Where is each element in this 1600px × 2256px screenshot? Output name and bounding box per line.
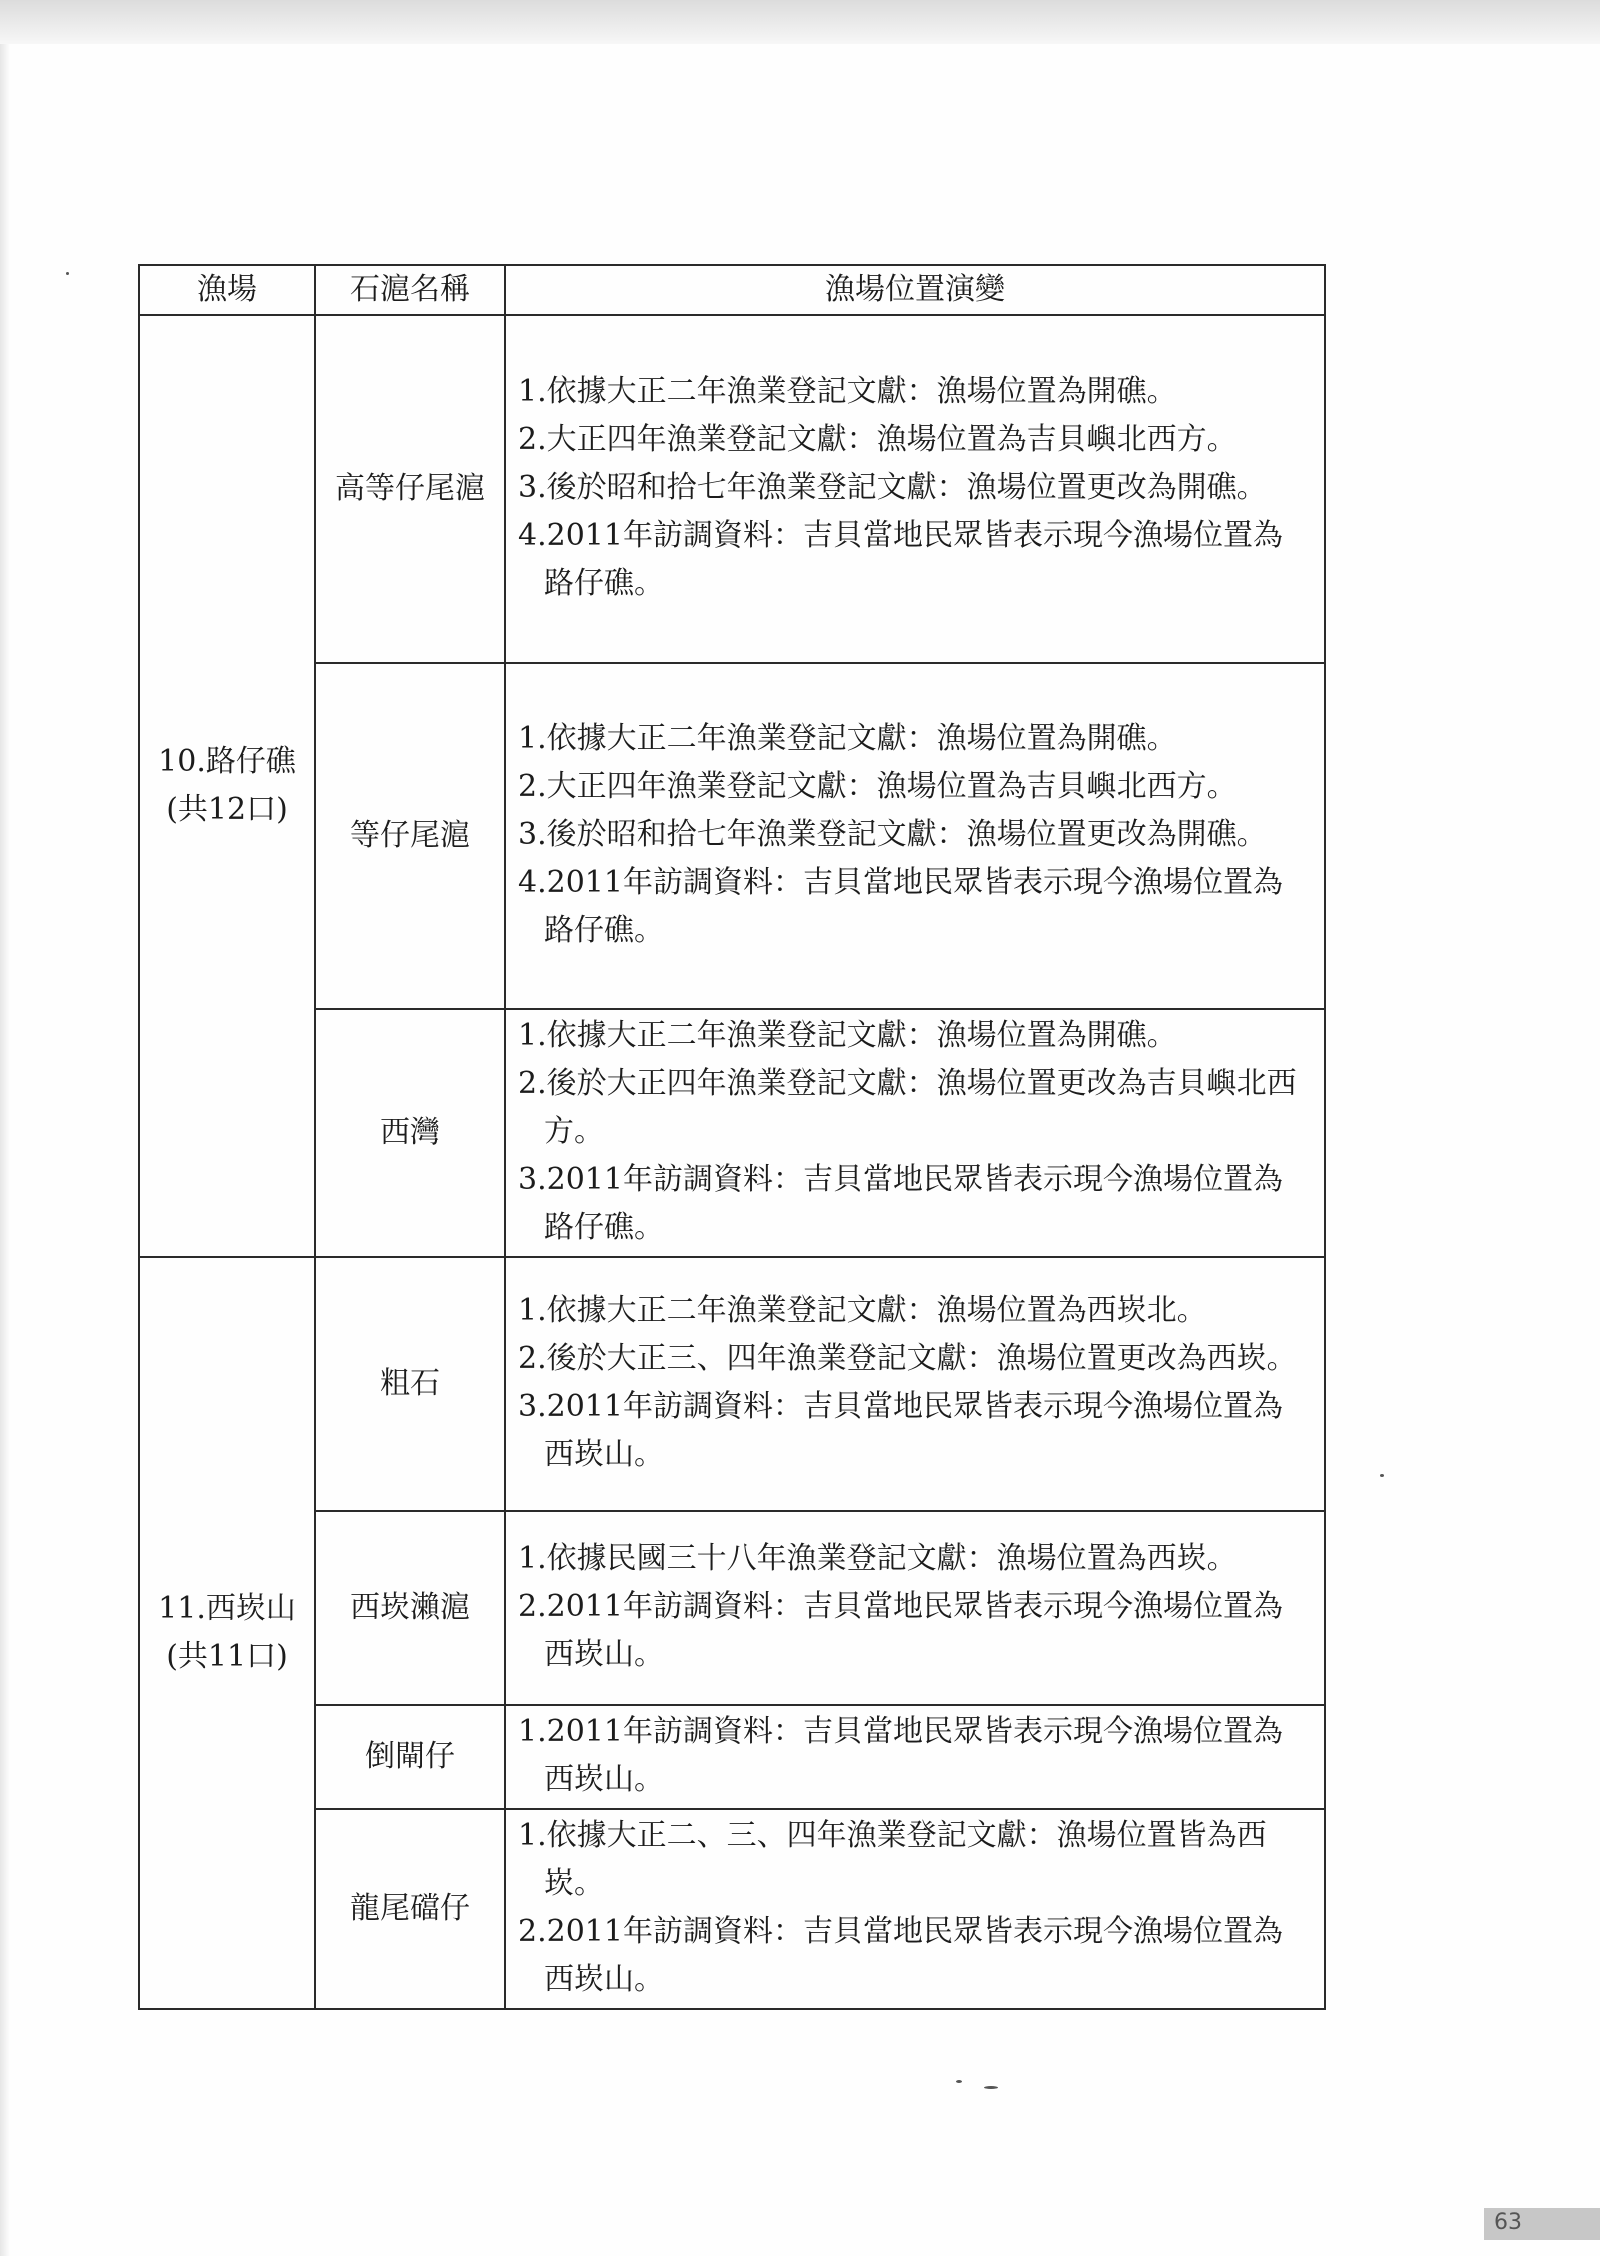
table-row bbox=[139, 1511, 1325, 1705]
history-entry: 2.大正四年漁業登記文獻：漁場位置為吉貝嶼北西方。 bbox=[518, 422, 1237, 457]
weir-history bbox=[505, 1511, 1325, 1705]
fishery-site-count: (共11口) bbox=[166, 1639, 288, 1674]
history-entry: 2.2011年訪調資料：吉貝當地民眾皆表示現今漁場位置為西崁山。 bbox=[518, 1589, 1283, 1672]
fishery-site-cell bbox=[139, 315, 315, 1257]
fishery-table bbox=[138, 264, 1326, 2010]
scan-left-edge bbox=[0, 44, 10, 2256]
table-row bbox=[139, 663, 1325, 1009]
history-entry: 1.依據大正二年漁業登記文獻：漁場位置為西崁北。 bbox=[518, 1293, 1207, 1328]
history-entry: 2.大正四年漁業登記文獻：漁場位置為吉貝嶼北西方。 bbox=[518, 769, 1237, 804]
history-entry: 1.2011年訪調資料：吉貝當地民眾皆表示現今漁場位置為西崁山。 bbox=[518, 1714, 1283, 1797]
history-entry: 1.依據民國三十八年漁業登記文獻：漁場位置為西崁。 bbox=[518, 1541, 1237, 1576]
weir-history bbox=[505, 1705, 1325, 1809]
weir-history bbox=[505, 315, 1325, 663]
scan-speck bbox=[66, 272, 69, 275]
table-row bbox=[139, 1257, 1325, 1511]
fishery-site-name: 10.路仔礁 bbox=[158, 744, 296, 779]
weir-name: 西灣 bbox=[315, 1009, 505, 1257]
history-entry: 2.後於大正三、四年漁業登記文獻：漁場位置更改為西崁。 bbox=[518, 1341, 1297, 1376]
header-fishery: 漁場 bbox=[139, 265, 315, 315]
weir-history bbox=[505, 663, 1325, 1009]
header-row bbox=[139, 265, 1325, 315]
scan-top-shadow bbox=[0, 0, 1600, 44]
history-entry: 1.依據大正二年漁業登記文獻：漁場位置為開礁。 bbox=[518, 374, 1177, 409]
fishery-site-cell bbox=[139, 1257, 315, 2009]
history-entry: 2.後於大正四年漁業登記文獻：漁場位置更改為吉貝嶼北西方。 bbox=[518, 1066, 1297, 1149]
history-entry: 1.依據大正二年漁業登記文獻：漁場位置為開礁。 bbox=[518, 721, 1177, 756]
table-row bbox=[139, 1809, 1325, 2009]
weir-name: 龍尾礑仔 bbox=[315, 1809, 505, 2009]
weir-name: 等仔尾滬 bbox=[315, 663, 505, 1009]
history-entry: 2.2011年訪調資料：吉貝當地民眾皆表示現今漁場位置為西崁山。 bbox=[518, 1914, 1283, 1997]
history-entry: 3.後於昭和拾七年漁業登記文獻：漁場位置更改為開礁。 bbox=[518, 817, 1267, 852]
history-entry: 3.後於昭和拾七年漁業登記文獻：漁場位置更改為開礁。 bbox=[518, 470, 1267, 505]
header-location-history: 漁場位置演變 bbox=[505, 265, 1325, 315]
history-entry: 4.2011年訪調資料：吉貝當地民眾皆表示現今漁場位置為路仔礁。 bbox=[518, 518, 1283, 601]
fishery-site-name: 11.西崁山 bbox=[158, 1591, 296, 1626]
weir-history bbox=[505, 1257, 1325, 1511]
page-number: 63 bbox=[1494, 2210, 1522, 2235]
table-row bbox=[139, 1705, 1325, 1809]
table-row bbox=[139, 1009, 1325, 1257]
weir-name: 西崁瀨滬 bbox=[315, 1511, 505, 1705]
history-entry: 1.依據大正二、三、四年漁業登記文獻：漁場位置皆為西崁。 bbox=[518, 1818, 1267, 1901]
scan-speck bbox=[984, 2086, 998, 2089]
header-weir-name: 石滬名稱 bbox=[315, 265, 505, 315]
history-entry: 3.2011年訪調資料：吉貝當地民眾皆表示現今漁場位置為路仔礁。 bbox=[518, 1162, 1283, 1245]
weir-history bbox=[505, 1009, 1325, 1257]
history-entry: 1.依據大正二年漁業登記文獻：漁場位置為開礁。 bbox=[518, 1018, 1177, 1053]
weir-name: 倒閘仔 bbox=[315, 1705, 505, 1809]
weir-history bbox=[505, 1809, 1325, 2009]
table-row bbox=[139, 315, 1325, 663]
scan-speck bbox=[1380, 1474, 1384, 1477]
weir-name: 粗石 bbox=[315, 1257, 505, 1511]
fishery-site-count: (共12口) bbox=[166, 792, 288, 827]
history-entry: 3.2011年訪調資料：吉貝當地民眾皆表示現今漁場位置為西崁山。 bbox=[518, 1389, 1283, 1472]
weir-name: 高等仔尾滬 bbox=[315, 315, 505, 663]
scan-speck bbox=[956, 2080, 962, 2083]
history-entry: 4.2011年訪調資料：吉貝當地民眾皆表示現今漁場位置為路仔礁。 bbox=[518, 865, 1283, 948]
